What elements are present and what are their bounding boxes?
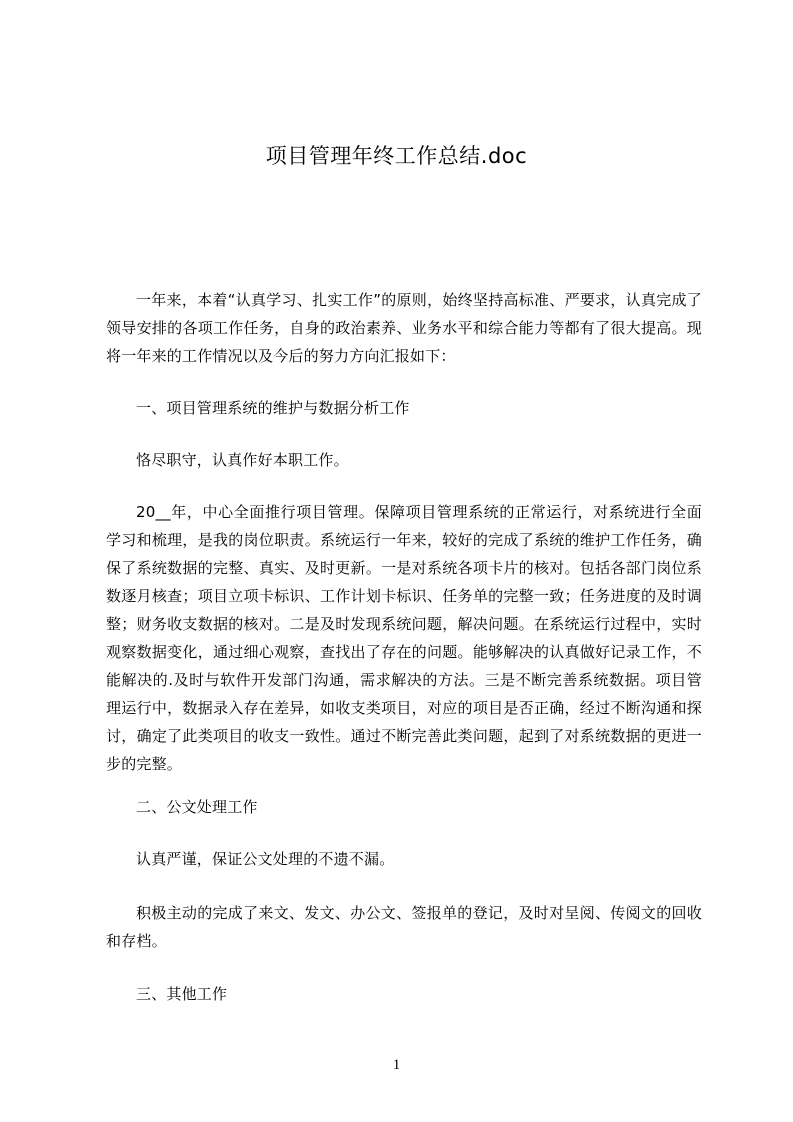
section-1-detail-paragraph: 20__年，中心全面推行项目管理。保障项目管理系统的正常运行，对系统进行全面学习和梳理，是我的岗位职责。系统运行一年来，较好的完成了系统的维护工作任务，确保了系统数据的完整、真实、及时更新。一是对系统各项卡片的核对。包括各部门岗位系数逐月核查；项目立项卡标识、工作计划卡标识、任务单的完整一致；任务进度的及时调整；财务收支数据的核对。二是及时发现系统问题，解决问题。在系统运行过程中，实时观察数据变化，通过细心观察，查找出了存在的问题。能够解决的认真做好记录工作，不能解决的.及时与软件开发部门沟通，需求解决的方法。三是不断完善系统数据。项目管理运行中，数据录入存在差异，如收支类项目，对应的项目是否正确，经过不断沟通和探讨，确定了此类项目的收支一致性。通过不断完善此类问题，起到了对系统数据的更进一步的完整。 <box>106 503 702 773</box>
section-heading-1: 一、项目管理系统的维护与数据分析工作 <box>136 399 410 417</box>
document-title: 项目管理年终工作总结.doc <box>265 144 528 168</box>
section-heading-2: 二、公文处理工作 <box>136 798 258 816</box>
section-2-summary: 认真严谨，保证公文处理的不遗不漏。 <box>136 850 395 868</box>
intro-paragraph: 一年来，本着“认真学习、扎实工作”的原则，始终坚持高标准、严要求，认真完成了领导安排的各项工作任务，自身的政治素养、业务水平和综合能力等都有了很大提高。现将一年来的工作情况以及今后的努力方向汇报如下： <box>106 291 702 365</box>
page-number: 1 <box>392 1057 401 1073</box>
section-2-detail-paragraph: 积极主动的完成了来文、发文、办公文、签报单的登记，及时对呈阅、传阅文的回收和存档。 <box>106 904 702 950</box>
section-1-summary: 恪尽职守，认真作好本职工作。 <box>136 451 349 469</box>
section-heading-3: 三、其他工作 <box>136 985 228 1003</box>
